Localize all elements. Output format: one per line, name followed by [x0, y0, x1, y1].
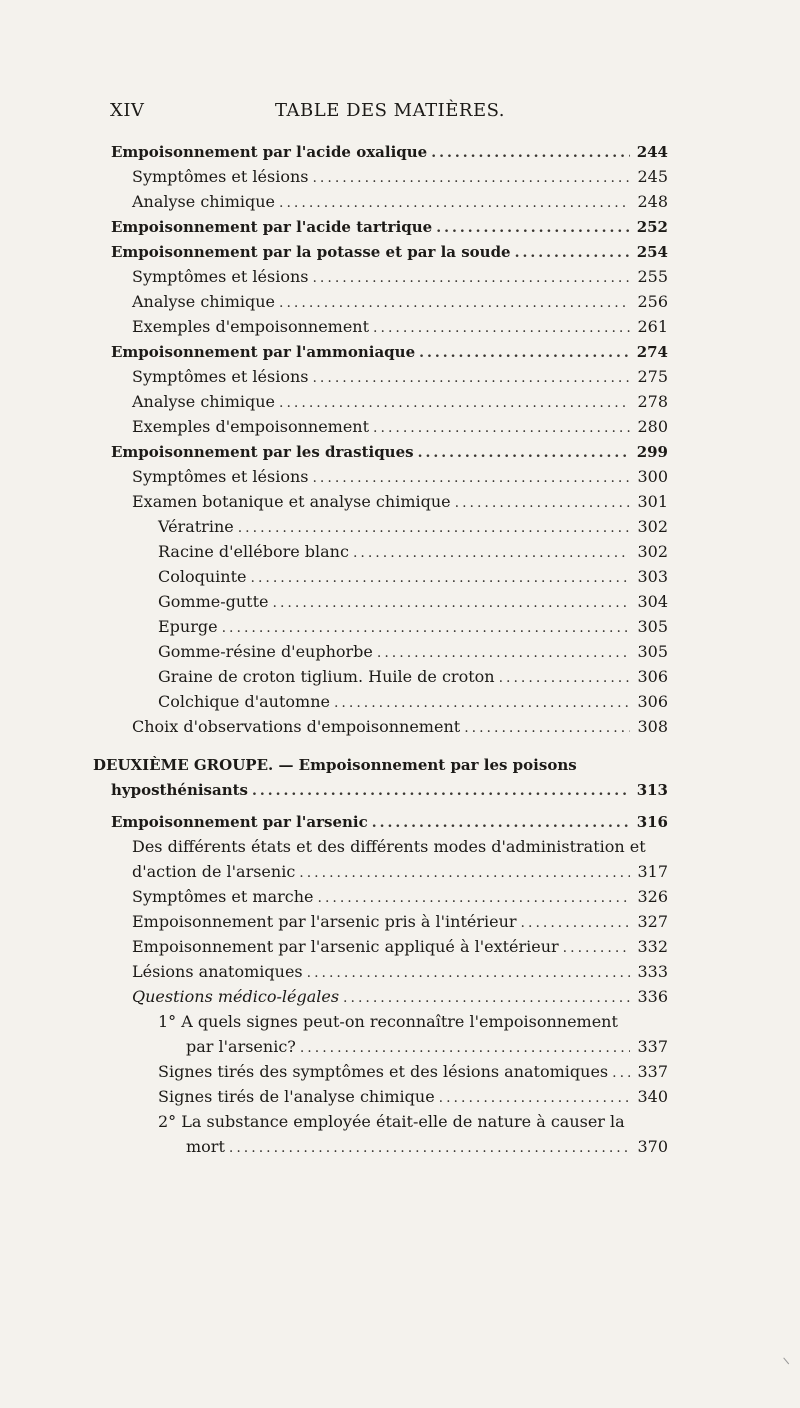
toc-entry-heading: Empoisonnement par l'ammoniaque ..... 274: [111, 340, 668, 364]
toc-page-number: 302: [637, 517, 668, 536]
toc-page-number: 245: [637, 167, 668, 186]
toc-entry-line: DEUXIÈME GROUPE. — Empoisonnement par les poisons: [93, 756, 577, 774]
toc-entry: Symptômes et lésions ..... 255: [132, 265, 668, 289]
toc-page-number: 300: [637, 467, 668, 486]
toc-entry: Gomme-résine d'euphorbe ..... 305: [158, 640, 668, 664]
toc-page-number: 302: [637, 542, 668, 561]
toc-entry: Empoisonnement par l'arsenic appliqué à l'extérieur ..... 332: [132, 935, 668, 959]
toc-page-number: 332: [637, 937, 668, 956]
toc-entry: Examen botanique et analyse chimique ..... 301: [132, 490, 668, 514]
toc-entry: Coloquinte ..... 303: [158, 565, 668, 589]
toc-page-number: 305: [637, 617, 668, 636]
toc-entry: Questions médico-légales ..... 336: [132, 985, 668, 1009]
toc-entry: Empoisonnement par l'arsenic pris à l'intérieur ..... 327: [132, 910, 668, 934]
toc-entry: Symptômes et lésions ..... 275: [132, 365, 668, 389]
toc-page-number: 313: [636, 781, 668, 799]
toc-entry: Exemples d'empoisonnement ..... 261: [132, 315, 668, 339]
toc-entry-heading: Empoisonnement par l'arsenic ..... 316: [111, 810, 668, 834]
toc-entry: Analyse chimique ..... 278: [132, 390, 668, 414]
toc-entry: Analyse chimique ..... 248: [132, 190, 668, 214]
toc-entry: Choix d'observations d'empoisonnement ..... 308: [132, 715, 668, 739]
toc-page-number: 303: [637, 567, 668, 586]
toc-entry: Signes tirés des symptômes et des lésions anatomiques ..... 337: [158, 1060, 668, 1084]
toc-entry: Symptômes et lésions ..... 245: [132, 165, 668, 189]
toc-page-number: 261: [637, 317, 668, 336]
toc-entry-heading: hyposthénisants ..... 313: [111, 778, 668, 802]
toc-entry: Vératrine ..... 302: [158, 515, 668, 539]
toc-page-number: 248: [637, 192, 668, 211]
page-title: TABLE DES MATIÈRES.: [275, 100, 505, 121]
toc-entry: Signes tirés de l'analyse chimique ..... 340: [158, 1085, 668, 1109]
toc-entry: Lésions anatomiques ..... 333: [132, 960, 668, 984]
toc-entry: Gomme-gutte ..... 304: [158, 590, 668, 614]
toc-page-number: 306: [637, 692, 668, 711]
toc-page-number: 280: [637, 417, 668, 436]
toc-page-number: 308: [637, 717, 668, 736]
toc-page-number: 304: [637, 592, 668, 611]
scan-mark: [783, 1354, 794, 1365]
toc-entry: Epurge ..... 305: [158, 615, 668, 639]
toc-page-number: 278: [637, 392, 668, 411]
toc-page-number: 274: [636, 343, 668, 361]
toc-entry: Exemples d'empoisonnement ..... 280: [132, 415, 668, 439]
toc-page-number: 317: [637, 862, 668, 881]
toc-page-number: 340: [637, 1087, 668, 1106]
toc-page-number: 337: [637, 1037, 668, 1056]
toc-page-number: 301: [637, 492, 668, 511]
toc-entry: Racine d'ellébore blanc ..... 302: [158, 540, 668, 564]
toc-entry: Graine de croton tiglium. Huile de croton ..... 306: [158, 665, 668, 689]
toc-entry: Analyse chimique ..... 256: [132, 290, 668, 314]
toc-page-number: 333: [637, 962, 668, 981]
toc-page-number: 336: [637, 987, 668, 1006]
toc-entry: Symptômes et marche ..... 326: [132, 885, 668, 909]
toc-page-number: 337: [637, 1062, 668, 1081]
toc-page-number: 299: [636, 443, 668, 461]
toc-page-number: 256: [637, 292, 668, 311]
toc-entry-heading: Empoisonnement par les drastiques ..... 299: [111, 440, 668, 464]
page-number: XIV: [110, 100, 145, 121]
toc-page-number: 254: [636, 243, 668, 261]
toc-page-number: 306: [637, 667, 668, 686]
toc-entry-heading: Empoisonnement par la potasse et par la soude ..... 254: [111, 240, 668, 264]
toc-page-number: 255: [637, 267, 668, 286]
toc-entry: par l'arsenic? ..... 337: [186, 1035, 668, 1059]
toc-entry-heading: Empoisonnement par l'acide oxalique ..... 244: [111, 140, 668, 164]
toc-entry-heading: Empoisonnement par l'acide tartrique ..... 252: [111, 215, 668, 239]
toc-entry: Symptômes et lésions ..... 300: [132, 465, 668, 489]
toc-entry-line: 2° La substance employée était-elle de nature à causer la: [158, 1112, 625, 1131]
toc-page-number: 252: [636, 218, 668, 236]
toc-page-number: 370: [637, 1137, 668, 1156]
toc-entry-line: 1° A quels signes peut-on reconnaître l'empoisonnement: [158, 1012, 618, 1031]
page-header: [110, 100, 670, 124]
toc-page-number: 316: [636, 813, 668, 831]
toc-page-number: 275: [637, 367, 668, 386]
toc-page-number: 326: [637, 887, 668, 906]
toc-entry: Colchique d'automne ..... 306: [158, 690, 668, 714]
toc-entry: mort ..... 370: [186, 1135, 668, 1159]
toc-entry: d'action de l'arsenic ..... 317: [132, 860, 668, 884]
toc-entry-line: Des différents états et des différents modes d'administration et: [132, 837, 646, 856]
toc-page-number: 305: [637, 642, 668, 661]
toc-page-number: 327: [637, 912, 668, 931]
toc-page-number: 244: [636, 143, 668, 161]
